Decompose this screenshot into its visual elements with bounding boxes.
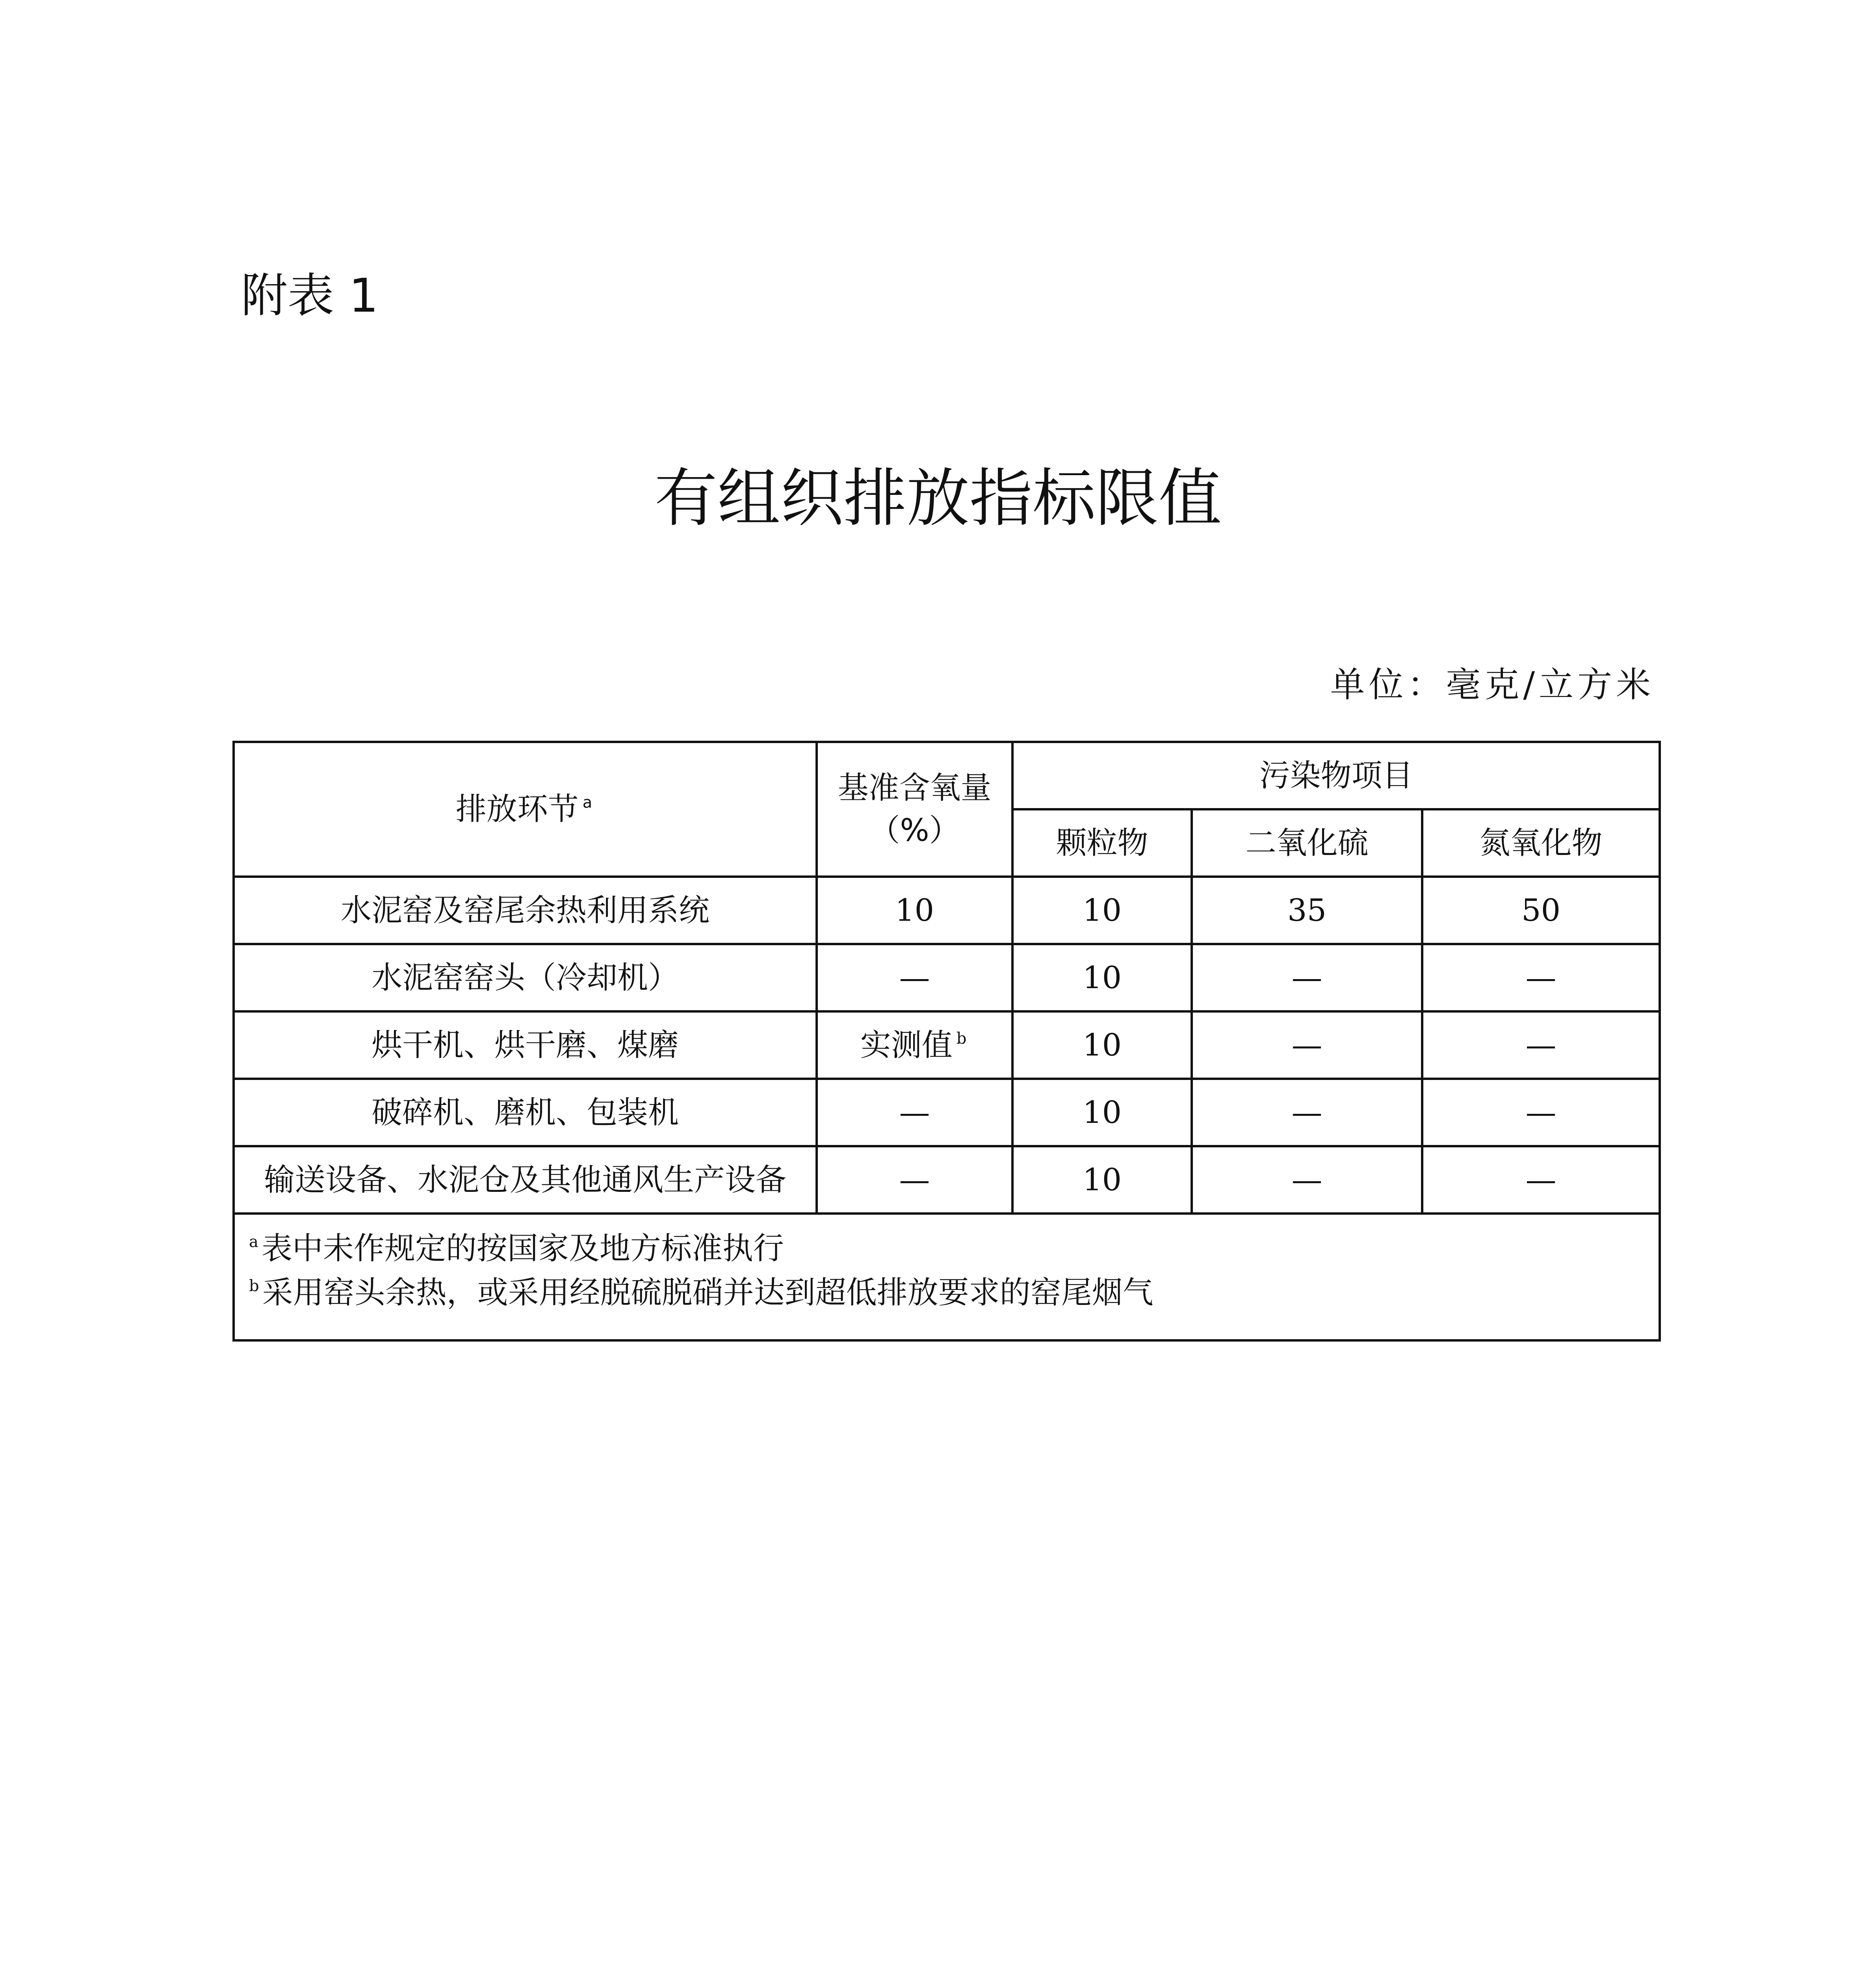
header-particulates: 颗粒物	[1012, 809, 1192, 877]
header-pollutants: 污染物项目	[1012, 742, 1660, 809]
emission-limits-table	[232, 741, 1661, 1342]
cell-oxygen: —	[817, 1079, 1012, 1146]
footnote-a-mark: a	[249, 1233, 258, 1251]
cell-nox: —	[1422, 1011, 1660, 1079]
cell-stage: 水泥窑窑头（冷却机）	[234, 944, 817, 1011]
cell-nox: 50	[1422, 877, 1660, 944]
table-row	[234, 1011, 1660, 1079]
footnote-a-text: 表中未作规定的按国家及地方标准执行	[261, 1231, 784, 1266]
footnote-b	[249, 1271, 1644, 1315]
cell-particulates: 10	[1012, 877, 1192, 944]
cell-oxygen: —	[817, 944, 1012, 1011]
cell-stage: 水泥窑及窑尾余热利用系统	[234, 877, 817, 944]
header-emission-stage-label: 排放环节	[455, 792, 579, 827]
cell-particulates: 10	[1012, 1146, 1192, 1214]
footnote-mark-b: b	[956, 1029, 967, 1048]
cell-oxygen: 10	[817, 877, 1012, 944]
cell-stage: 烘干机、烘干磨、煤磨	[234, 1011, 817, 1079]
cell-particulates: 10	[1012, 1011, 1192, 1079]
table-row	[234, 1079, 1660, 1146]
document-title: 有组织排放指标限值	[654, 461, 1222, 535]
header-reference-oxygen-label: 基准含氧量	[838, 770, 992, 806]
footnote-b-text: 采用窑头余热，或采用经脱硫脱硝并达到超低排放要求的窑尾烟气	[262, 1275, 1153, 1310]
cell-so2: —	[1192, 1011, 1422, 1079]
cell-nox: —	[1422, 1146, 1660, 1214]
table-row	[234, 877, 1660, 944]
cell-so2: 35	[1192, 877, 1422, 944]
cell-so2: —	[1192, 1079, 1422, 1146]
footnote-b-mark: b	[249, 1277, 259, 1295]
table-notes-row	[234, 1214, 1660, 1340]
cell-stage: 输送设备、水泥仓及其他通风生产设备	[234, 1146, 817, 1214]
cell-oxygen: —	[817, 1146, 1012, 1214]
cell-oxygen-value: 实测值	[860, 1027, 953, 1063]
table-header-row	[234, 742, 1660, 809]
cell-oxygen	[817, 1011, 1012, 1079]
header-reference-oxygen	[817, 742, 1012, 877]
table-row	[234, 1146, 1660, 1214]
cell-nox: —	[1422, 1079, 1660, 1146]
table-row	[234, 944, 1660, 1011]
header-nitrogen-oxides: 氮氧化物	[1422, 809, 1660, 877]
appendix-label: 附表 1	[241, 268, 379, 323]
cell-particulates: 10	[1012, 944, 1192, 1011]
cell-nox: —	[1422, 944, 1660, 1011]
cell-so2: —	[1192, 1146, 1422, 1214]
footnote-mark-a: a	[582, 794, 593, 812]
cell-stage: 破碎机、磨机、包装机	[234, 1079, 817, 1146]
table-notes	[234, 1214, 1660, 1340]
cell-so2: —	[1192, 944, 1422, 1011]
header-emission-stage	[234, 742, 817, 877]
unit-label: 单位：毫克/立方米	[1330, 664, 1655, 705]
header-reference-oxygen-unit: （%）	[869, 813, 960, 848]
footnote-a	[249, 1227, 1644, 1271]
cell-particulates: 10	[1012, 1079, 1192, 1146]
header-sulfur-dioxide: 二氧化硫	[1192, 809, 1422, 877]
